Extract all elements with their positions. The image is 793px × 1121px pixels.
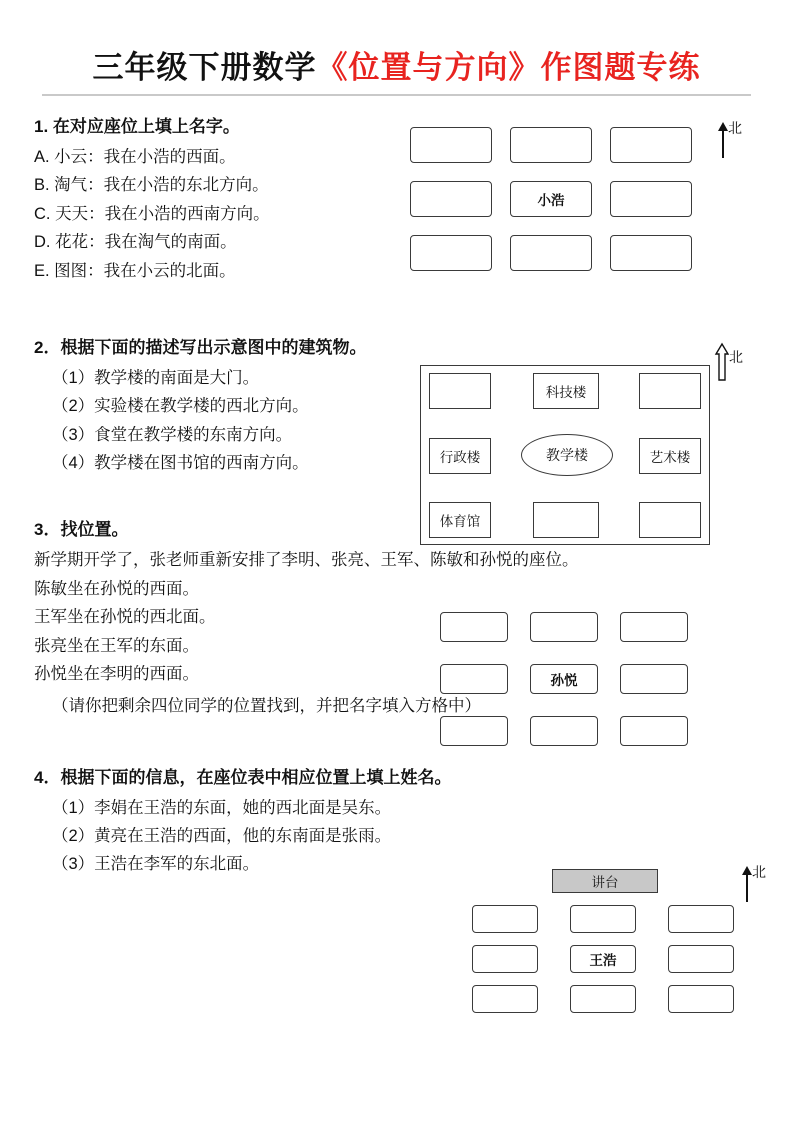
- question-3-line-3: 张亮坐在王军的东面。: [34, 636, 199, 655]
- title-part-3: 作图题专练: [540, 50, 701, 85]
- map-box-yishu-lou[interactable]: 艺术楼: [639, 438, 701, 474]
- question-1-line-d: D. 花花：我在淘气的南面。: [34, 233, 237, 252]
- map-box-tiyu-guan[interactable]: 体育馆: [429, 502, 491, 538]
- title-divider: [42, 94, 751, 96]
- question-2-line-1: （1）教学楼的南面是大门。: [52, 368, 260, 387]
- seat-cell[interactable]: [410, 127, 492, 163]
- north-label-4: 北: [752, 864, 766, 880]
- seat-cell[interactable]: [530, 716, 598, 746]
- question-4: [34, 763, 759, 879]
- seating-grid-3: [440, 612, 688, 746]
- question-4-heading: 4．根据下面的信息，在座位表中相应位置上填上姓名。: [34, 767, 452, 787]
- seat-cell[interactable]: [620, 716, 688, 746]
- seat-cell-xiaohao[interactable]: 小浩: [510, 181, 592, 217]
- question-2-line-2: （2）实验楼在教学楼的西北方向。: [52, 397, 309, 416]
- seat-cell[interactable]: [440, 664, 508, 694]
- question-2-heading: 2．根据下面的描述写出示意图中的建筑物。: [34, 337, 367, 357]
- question-1-line-e: E. 图图：我在小云的北面。: [34, 261, 236, 280]
- seat-cell-sunyue[interactable]: 孙悦: [530, 664, 598, 694]
- seat-cell[interactable]: [410, 181, 492, 217]
- north-label-1: 北: [728, 120, 742, 136]
- podium-box: 讲台: [552, 869, 658, 893]
- question-1-line-b: B. 淘气：我在小浩的东北方向。: [34, 176, 269, 195]
- page-title: [34, 34, 759, 96]
- title-part-1: 三年级下册数学: [92, 50, 317, 85]
- seat-cell[interactable]: [440, 716, 508, 746]
- seat-cell[interactable]: [472, 985, 538, 1013]
- question-3-intro: 新学期开学了，张老师重新安排了李明、张亮、王军、陈敏和孙悦的座位。: [34, 551, 579, 570]
- question-4-line-3: （3）王浩在李军的东北面。: [52, 855, 260, 874]
- seating-grid-1: [410, 127, 692, 271]
- seat-cell-wanghao[interactable]: 王浩: [570, 945, 636, 973]
- map-box-top-right[interactable]: [639, 373, 701, 409]
- map-box-xingzheng-lou[interactable]: 行政楼: [429, 438, 491, 474]
- seat-cell[interactable]: [610, 127, 692, 163]
- seat-cell[interactable]: [668, 905, 734, 933]
- question-3-heading: 3．找位置。: [34, 520, 129, 540]
- map-box-keji-lou[interactable]: 科技楼: [533, 373, 599, 409]
- question-4-line-2: （2）黄亮在王浩的西面，他的东南面是张雨。: [52, 827, 392, 845]
- seat-cell[interactable]: [620, 664, 688, 694]
- question-2-line-3: （3）食堂在教学楼的东南方向。: [52, 425, 293, 444]
- question-1-line-c: C. 天天：我在小浩的西南方向。: [34, 204, 270, 223]
- question-1-line-a: A. 小云：我在小浩的西面。: [34, 148, 236, 166]
- seat-cell[interactable]: [530, 612, 598, 642]
- question-3-note: （请你把剩余四位同学的位置找到，并把名字填入方格中）: [52, 697, 481, 716]
- question-1-heading: 1. 在对应座位上填上名字。: [34, 117, 240, 136]
- seat-cell[interactable]: [472, 905, 538, 933]
- seat-cell[interactable]: [610, 235, 692, 271]
- north-label-2: 北: [729, 349, 743, 365]
- seat-cell[interactable]: [668, 945, 734, 973]
- seat-cell[interactable]: [510, 235, 592, 271]
- seat-cell[interactable]: [510, 127, 592, 163]
- question-3-line-4: 孙悦坐在李明的西面。: [34, 664, 199, 683]
- seat-cell[interactable]: [440, 612, 508, 642]
- seat-cell[interactable]: [620, 612, 688, 642]
- title-part-2: 《位置与方向》: [316, 50, 541, 85]
- question-2-line-4: （4）教学楼在图书馆的西南方向。: [52, 454, 309, 472]
- question-3-line-1: 陈敏坐在孙悦的西面。: [34, 579, 199, 598]
- map-box-jiaoxue-lou[interactable]: 教学楼: [521, 434, 613, 476]
- map-box-top-left[interactable]: [429, 373, 491, 409]
- question-4-line-1: （1）李娟在王浩的东面，她的西北面是吴东。: [52, 798, 392, 817]
- seat-cell[interactable]: [472, 945, 538, 973]
- seating-grid-4: [472, 905, 734, 1013]
- north-arrow-icon: [714, 342, 730, 382]
- seat-cell[interactable]: [570, 985, 636, 1013]
- seat-cell[interactable]: [570, 905, 636, 933]
- question-3-line-2: 王军坐在孙悦的西北面。: [34, 608, 216, 627]
- seat-cell[interactable]: [410, 235, 492, 271]
- seat-cell[interactable]: [610, 181, 692, 217]
- seat-cell[interactable]: [668, 985, 734, 1013]
